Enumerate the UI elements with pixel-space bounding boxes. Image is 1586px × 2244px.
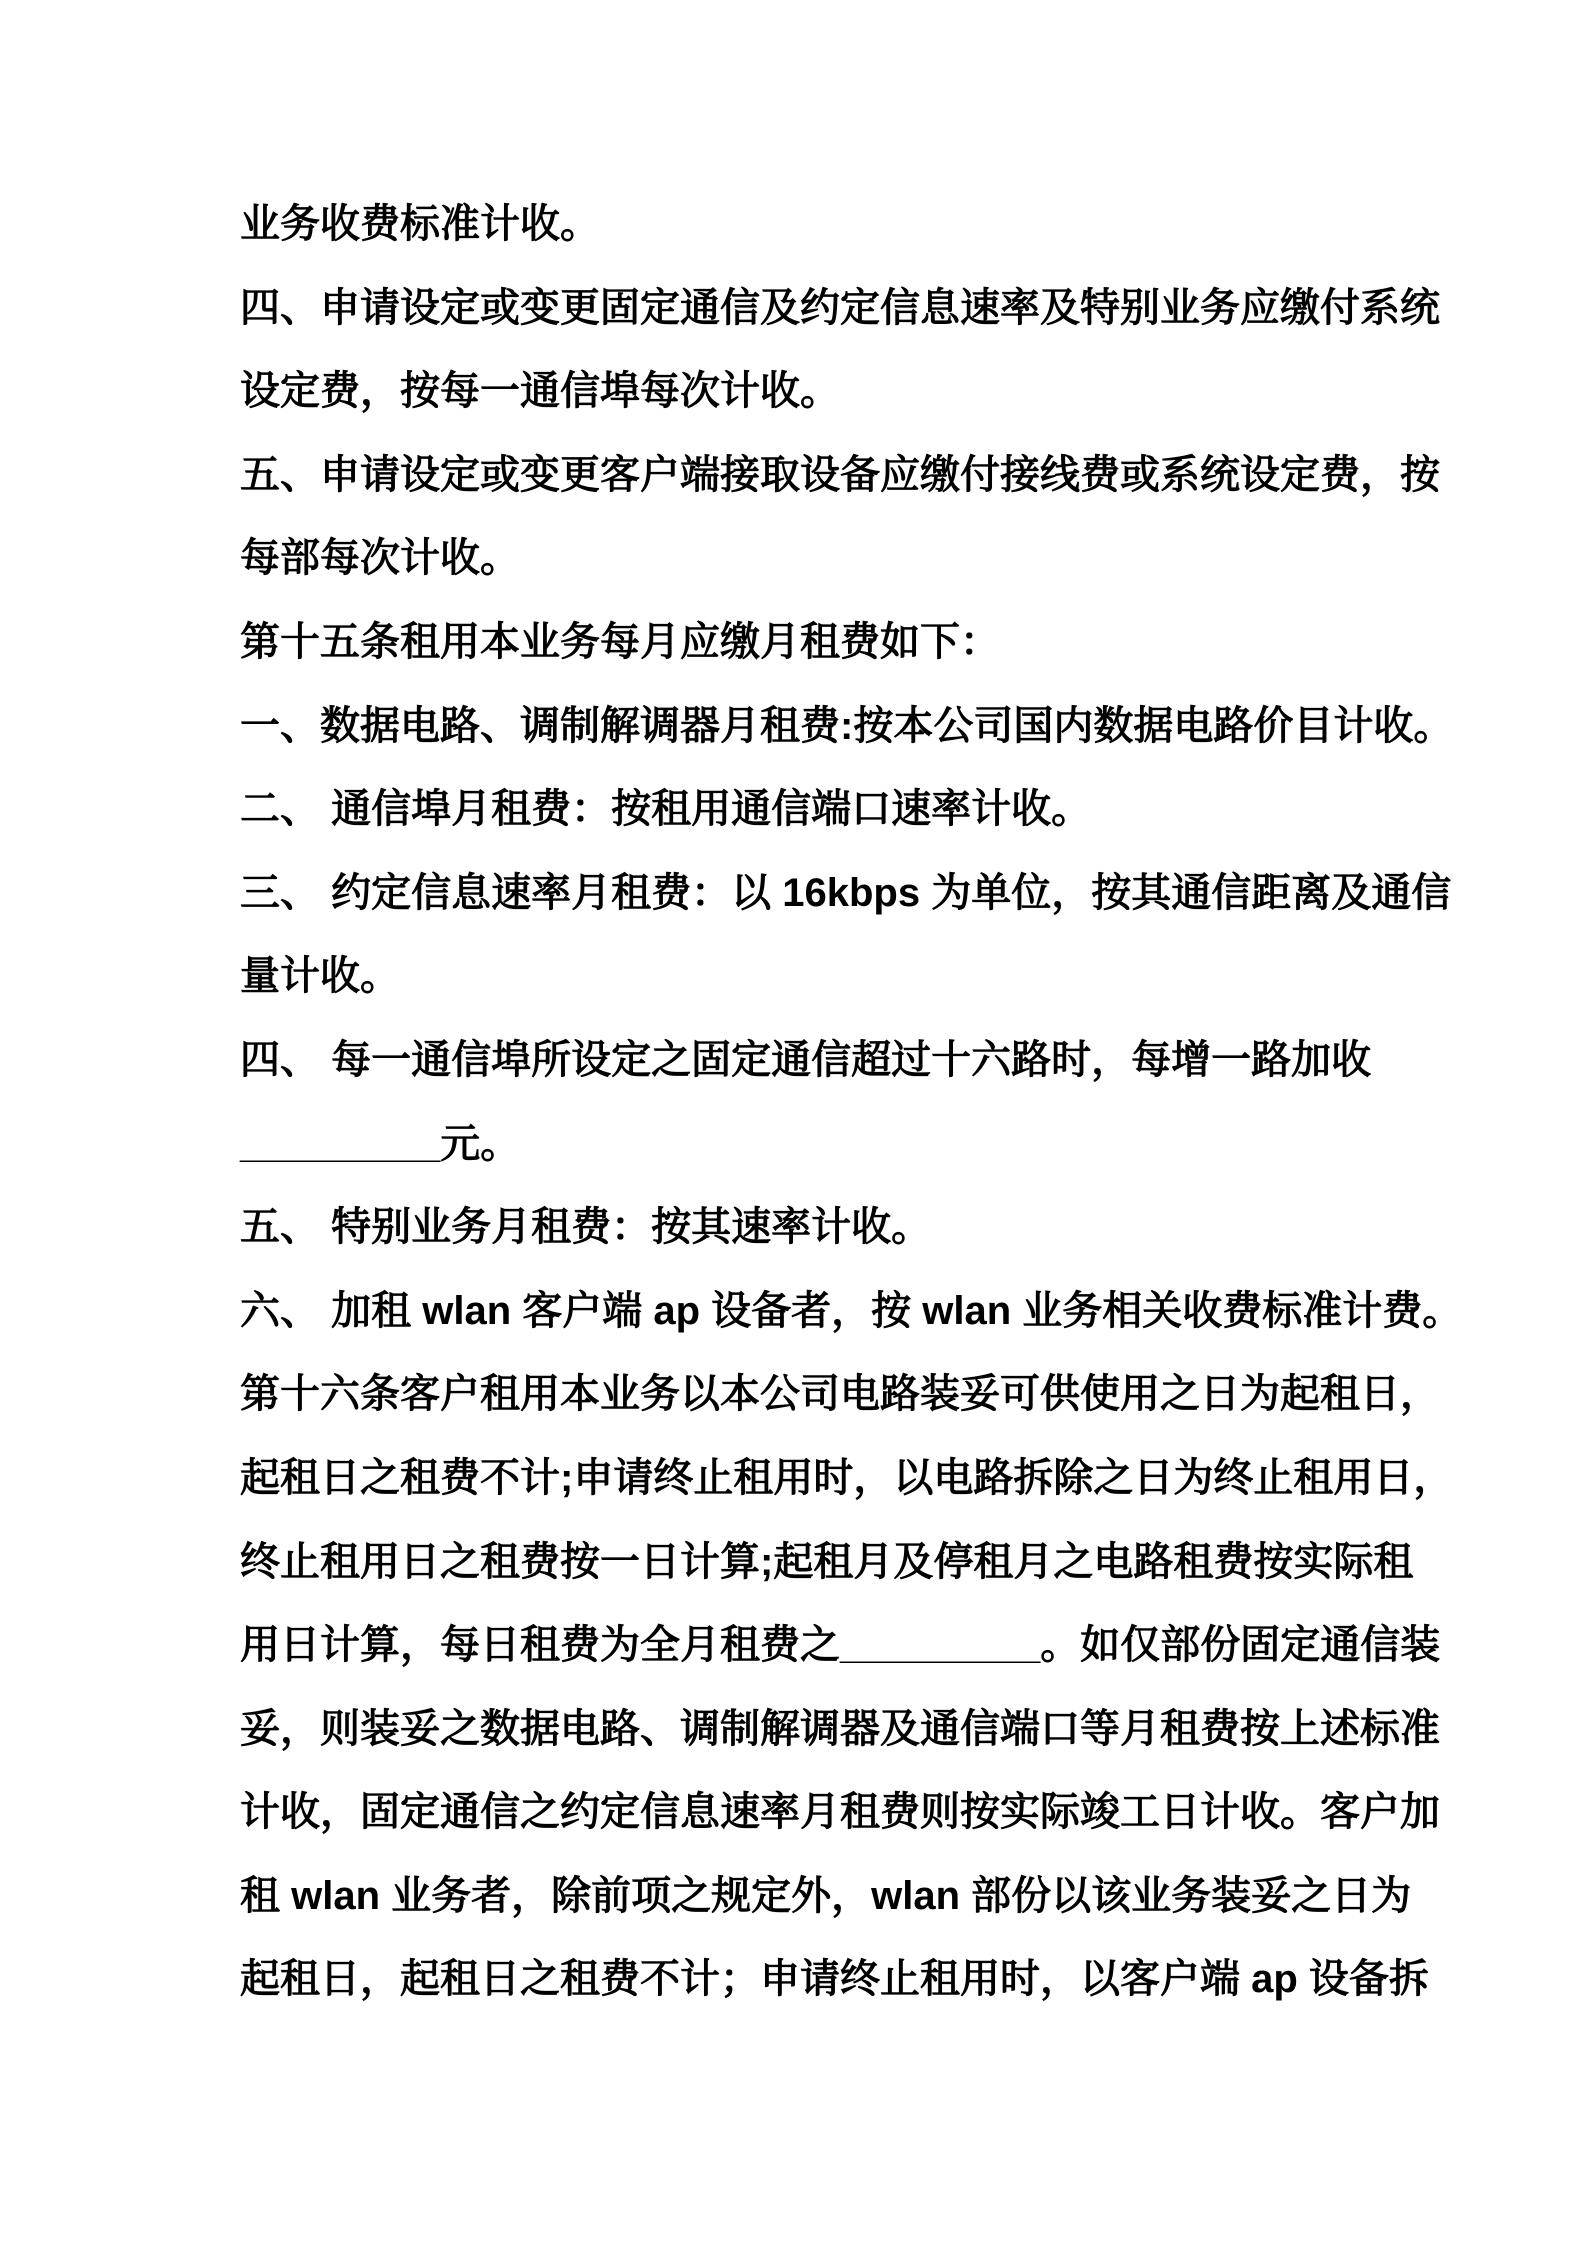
document-line: 妥，则装妥之数据电路、调制解调器及通信端口等月租费按上述标准: [240, 1706, 1440, 1751]
document-line: 设定费，按每一通信埠每次计收。: [240, 369, 840, 414]
document-line: 三、 约定信息速率月租费：以 16kbps 为单位，按其通信距离及通信: [240, 870, 1452, 915]
document-line: 量计收。: [240, 954, 400, 999]
document-line: 一、数据电路、调制解调器月租费:按本公司国内数据电路价目计收。: [240, 703, 1454, 748]
document-line: 六、 加租 wlan 客户端 ap 设备者，按 wlan 业务相关收费标准计费。: [240, 1288, 1463, 1333]
document-line-blank-fill: 用日计算，每日租费为全月租费之_________。如仅部份固定通信装: [240, 1623, 1441, 1668]
document-line: 五、 特别业务月租费：按其速率计收。: [240, 1205, 932, 1250]
document-line: 租 wlan 业务者，除前项之规定外，wlan 部份以该业务装妥之日为: [240, 1873, 1412, 1918]
document-line: 起租日，起租日之租费不计；申请终止租用时，以客户端 ap 设备拆: [240, 1957, 1429, 2002]
document-body: [240, 183, 1463, 2022]
document-line: 四、申请设定或变更固定通信及约定信息速率及特别业务应缴付系统: [240, 285, 1440, 330]
document-line: 第十五条租用本业务每月应缴月租费如下：: [240, 619, 1000, 664]
document-line: 计收，固定通信之约定信息速率月租费则按实际竣工日计收。客户加: [240, 1790, 1440, 1835]
document-line: 终止租用日之租费按一日计算;起租月及停租月之电路租费按实际租: [240, 1539, 1414, 1584]
document-line-blank-fill: _________元。: [240, 1121, 521, 1166]
document-line: 第十六条客户租用本业务以本公司电路装妥可供使用之日为起租日，: [240, 1372, 1440, 1417]
document-line: 每部每次计收。: [240, 536, 520, 581]
document-line: 四、 每一通信埠所设定之固定通信超过十六路时，每增一路加收: [240, 1037, 1372, 1082]
document-line: 二、 通信埠月租费：按租用通信端口速率计收。: [240, 787, 1092, 832]
document-line: 起租日之租费不计;申请终止租用时，以电路拆除之日为终止租用日，: [240, 1455, 1454, 1500]
document-line: 五、申请设定或变更客户端接取设备应缴付接线费或系统设定费，按: [240, 452, 1440, 497]
document-line: 业务收费标准计收。: [240, 202, 600, 246]
